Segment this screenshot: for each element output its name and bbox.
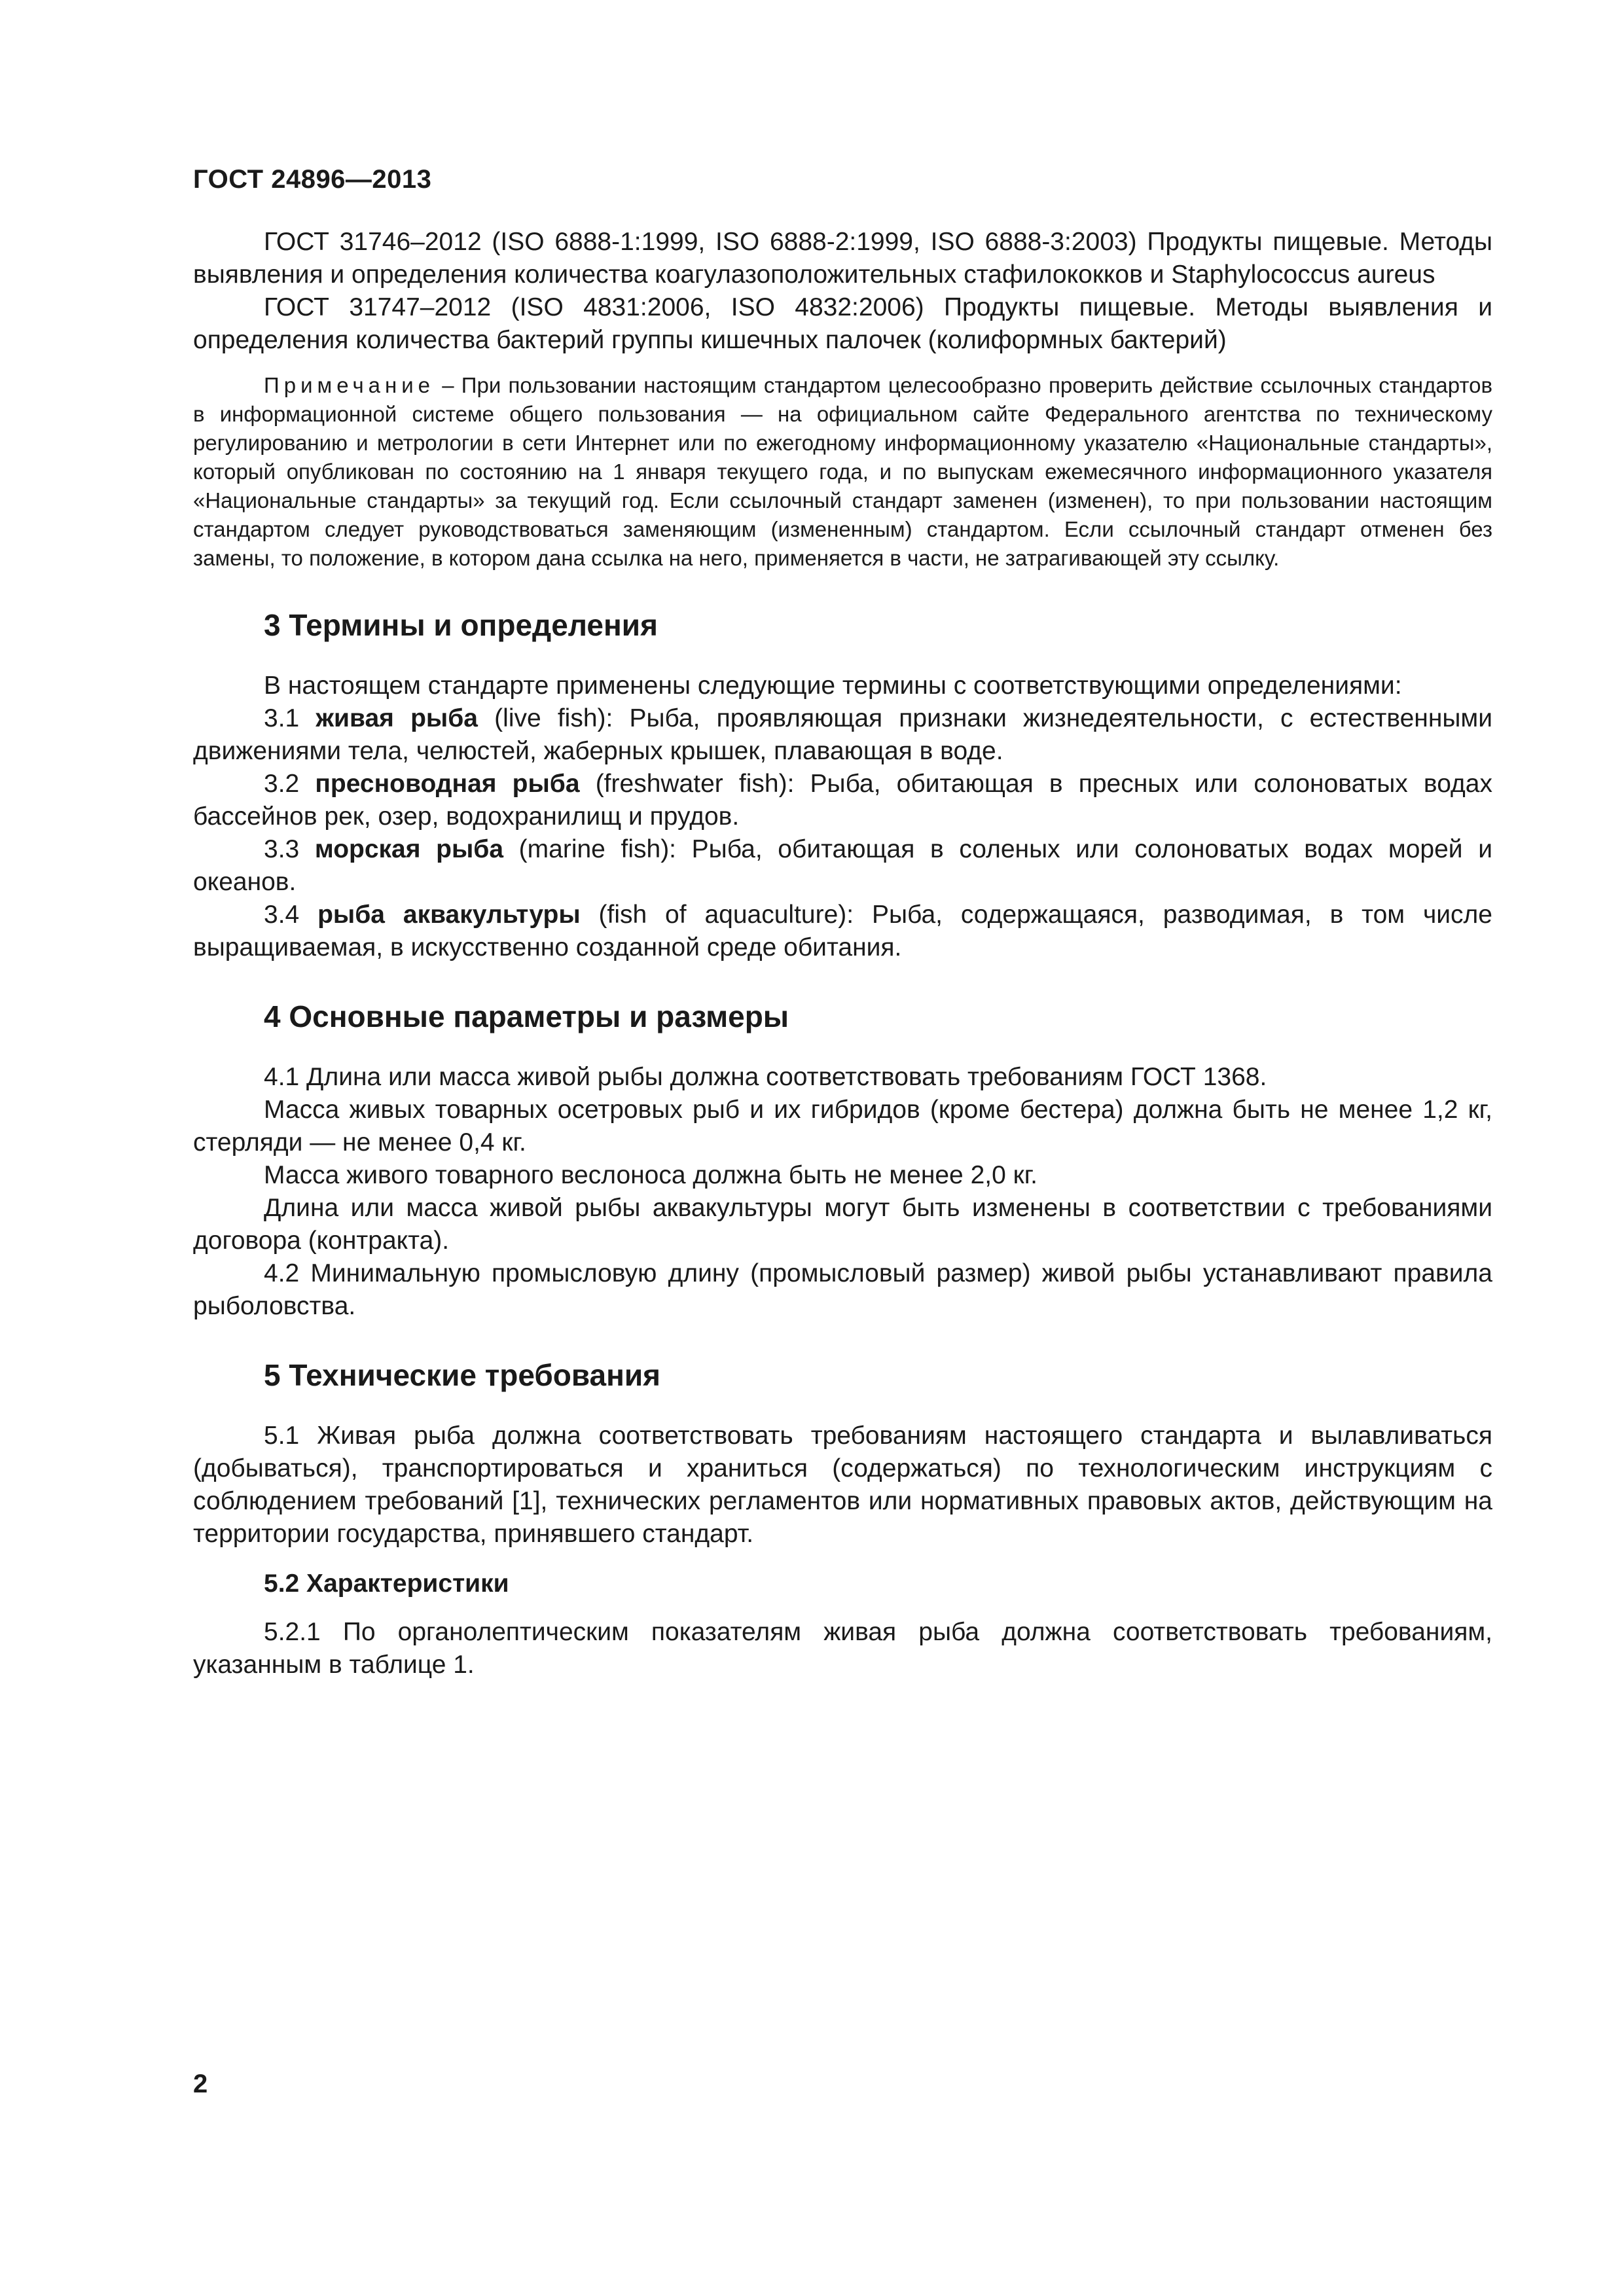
term-number: 3.2 [264,770,316,798]
subsection-5-2-title: 5.2 Характеристики [264,1570,509,1598]
document-header: ГОСТ 24896—2013 [193,165,432,194]
term-number: 3.3 [264,835,315,863]
term-name: живая рыба [316,704,478,732]
term-number: 3.1 [264,704,316,732]
reference-gost-31746: ГОСТ 31746–2012 (ISO 6888-1:1999, ISO 6888-2:1999, ISO 6888-3:2003) Продукты пищевые. Методы выявления и определения количества коагулазоположительных стафилококков и Staphylococcus aureus [193,228,1492,289]
paragraph-paddlefish-mass: Масса живого товарного веслоноса должна быть не менее 2,0 кг. [264,1161,1038,1189]
document-page [193,0,1492,2296]
reference-gost-31747: ГОСТ 31747–2012 (ISO 4831:2006, ISO 4832:2006) Продукты пищевые. Методы выявления и определения количества бактерий группы кишечных палочек (колиформных бактерий) [193,293,1492,354]
section-3-intro: В настоящем стандарте применены следующие термины с соответствующими определениями: [264,672,1402,700]
note-text: – При пользовании настоящим стандартом целесообразно проверить действие ссылочных стандартов в информационной системе общего пользования — на официальном сайте Федерального агентства по техническому регулированию и метрологии в сети Интернет или по ежегодному информационному указателю «Национальные стандарты», который опубликован по состоянию на 1 января текущего года, и по выпускам ежемесячного информационного указателя «Национальные стандарты» за текущий год. Если ссылочный стандарт заменен (изменен), то при пользовании настоящим стандартом следует руководствоваться заменяющим (измененным) стандартом. Если ссылочный стандарт отменен без замены, то положение, в котором дана ссылка на него, применяется в части, не затрагивающей эту ссылку. [193,373,1492,570]
note-paragraph [193,371,1492,573]
section-4-title: 4 Основные параметры и размеры [264,999,789,1033]
term-number: 3.4 [264,901,318,929]
section-3-title: 3 Термины и определения [264,608,658,642]
paragraph-aquaculture-size: Длина или масса живой рыбы аквакультуры могут быть изменены в соответствии с требованиями договора (контракта). [193,1194,1492,1255]
term-3-3 [193,833,1492,899]
term-definition: (marine fish): Рыба, обитающая в соленых или солоноватых водах морей и океанов. [193,835,1493,896]
note-label: Примечание [264,373,435,397]
page-number: 2 [193,2070,208,2098]
paragraph-4-1: 4.1 Длина или масса живой рыбы должна соответствовать требованиям ГОСТ 1368. [264,1063,1267,1091]
term-name: морская рыба [314,835,504,863]
term-3-1 [193,702,1492,768]
paragraph-sturgeon-mass: Масса живых товарных осетровых рыб и их гибридов (кроме бестера) должна быть не менее 1,2 кг, стерляди — не менее 0,4 кг. [193,1096,1492,1157]
term-definition: (freshwater fish): Рыба, обитающая в пресных или солоноватых водах бассейнов рек, озер, водохранилищ и прудов. [193,770,1492,831]
section-5-title: 5 Технические требования [264,1358,660,1392]
term-3-4 [193,899,1492,964]
term-name: рыба аквакультуры [317,901,581,929]
document-body [193,226,1492,1681]
paragraph-5-1: 5.1 Живая рыба должна соответствовать требованиям настоящего стандарта и вылавливаться (добываться), транспортироваться и храниться (содержаться) по технологическим инструкциям с соблюдением требований [1], технических регламентов или нормативных правовых актов, действующим на территории государства, принявшего стандарт. [193,1422,1492,1548]
term-3-2 [193,768,1492,833]
paragraph-4-2: 4.2 Минимальную промысловую длину (промысловый размер) живой рыбы устанавливают правила рыболовства. [193,1259,1492,1320]
term-definition: (live fish): Рыба, проявляющая признаки жизнедеятельности, с естественными движениями тела, челюстей, жаберных крышек, плавающая в воде. [193,704,1492,765]
term-definition: (fish of aquaculture): Рыба, содержащаяся, разводимая, в том числе выращиваемая, в искусственно созданной среде обитания. [193,901,1493,961]
term-name: пресноводная рыба [315,770,580,798]
paragraph-5-2-1: 5.2.1 По органолептическим показателям живая рыба должна соответствовать требованиям, указанным в таблице 1. [193,1618,1492,1679]
